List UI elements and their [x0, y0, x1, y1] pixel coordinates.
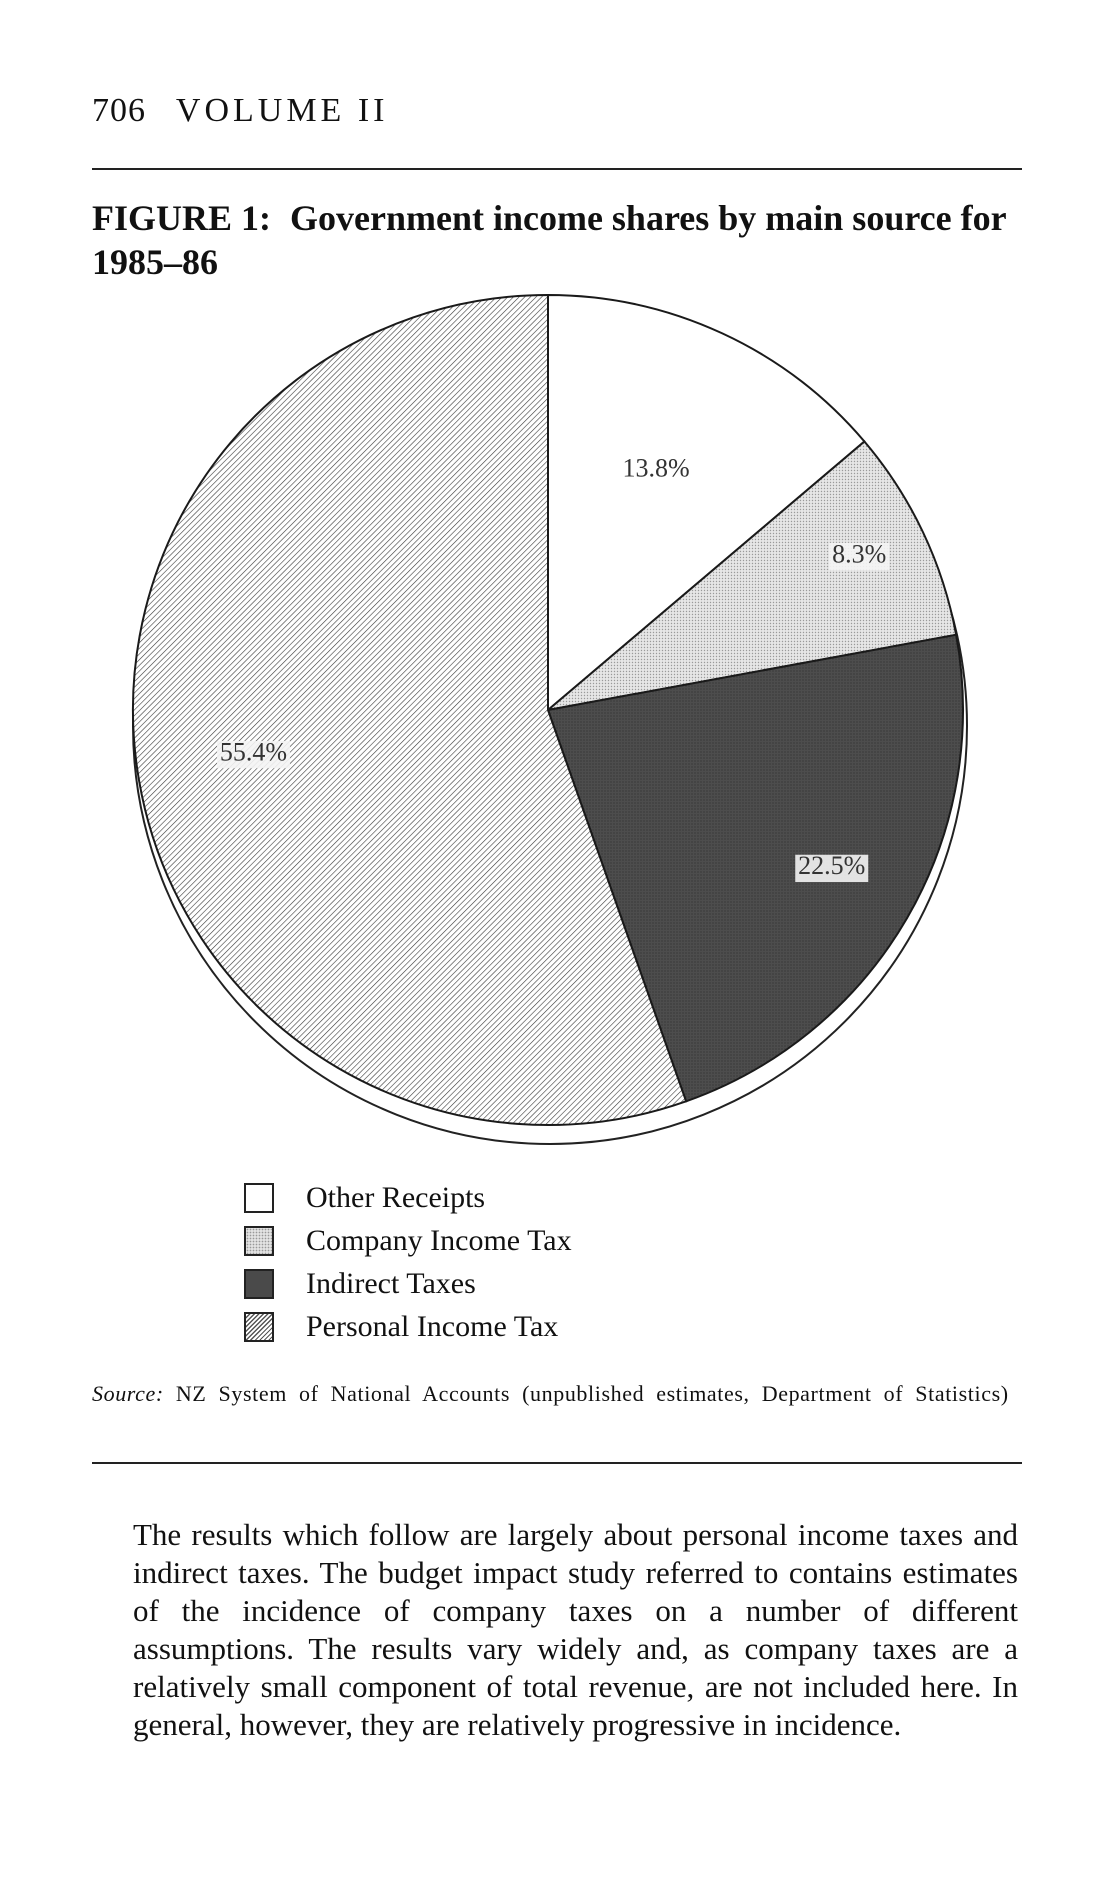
chart-legend [244, 1176, 572, 1348]
top-rule [92, 168, 1022, 170]
source-text: NZ System of National Accounts (unpublished estimates, Department of Statistics) [175, 1381, 1009, 1406]
legend-item-other-receipts [244, 1176, 572, 1219]
legend-swatch-other-receipts [244, 1183, 274, 1213]
legend-label-indirect-taxes: Indirect Taxes [306, 1266, 476, 1300]
legend-item-company-income-tax [244, 1219, 572, 1262]
legend-swatch-company-income-tax [244, 1226, 274, 1256]
pie-chart [100, 280, 1000, 1160]
source-label: Source: [92, 1381, 164, 1406]
figure-label: FIGURE 1: [92, 198, 271, 238]
page-number: 706 [92, 92, 146, 129]
legend-label-company-income-tax: Company Income Tax [306, 1223, 572, 1257]
figure-title-text: Government income shares by main source for 1985–86 [92, 198, 1006, 282]
body-paragraph: The results which follow are largely about personal income taxes and indirect taxes. The budget impact study referred to contains estimates of the incidence of company taxes on a number of different assumptions. The results vary widely and, as company taxes are a relatively small component of total revenue, are not included here. In general, however, they are relatively progressive in incidence. [133, 1517, 1018, 1742]
running-header [92, 92, 388, 130]
slice-label-personal-income-tax: 55.4% [219, 737, 288, 767]
bottom-rule [92, 1462, 1022, 1464]
legend-item-personal-income-tax [244, 1305, 572, 1348]
legend-item-indirect-taxes [244, 1262, 572, 1305]
slice-label-indirect-taxes: 22.5% [798, 851, 866, 881]
figure-source [92, 1378, 1022, 1409]
legend-label-other-receipts: Other Receipts [306, 1180, 486, 1214]
legend-swatch-indirect-taxes [244, 1269, 274, 1299]
figure-title [92, 196, 1032, 284]
legend-label-personal-income-tax: Personal Income Tax [306, 1309, 559, 1343]
slice-label-other-receipts: 13.8% [622, 453, 690, 483]
volume-label: VOLUME II [175, 92, 389, 129]
slice-label-company-income-tax: 8.3% [832, 539, 887, 569]
legend-swatch-personal-income-tax [244, 1312, 274, 1342]
